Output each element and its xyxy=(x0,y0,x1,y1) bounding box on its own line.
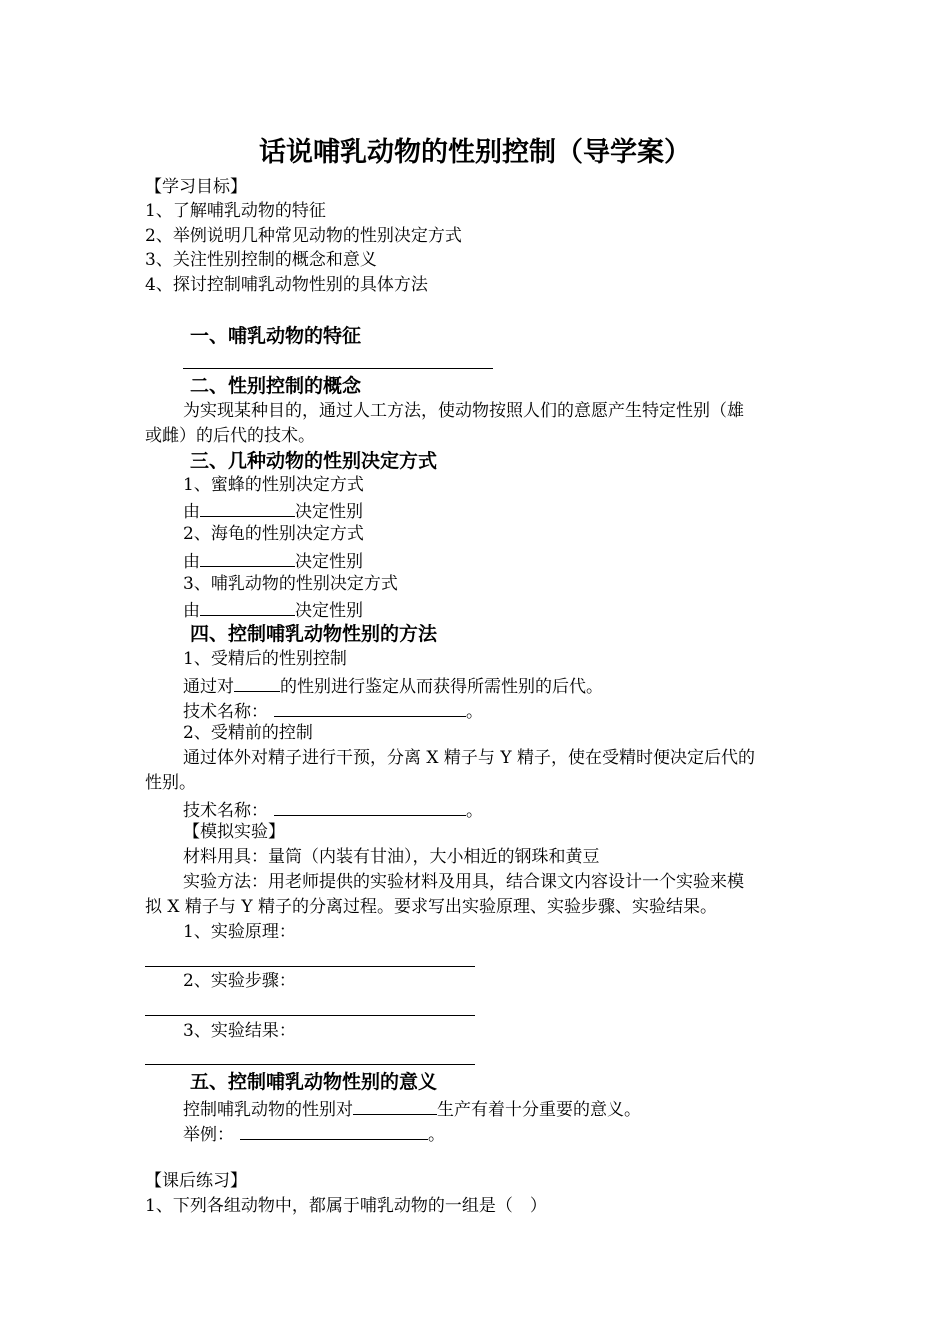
period: 。 xyxy=(466,702,483,722)
simulation-heading: 【模拟实验】 xyxy=(183,822,285,842)
answer-line[interactable] xyxy=(145,1015,475,1016)
answer-line[interactable] xyxy=(145,1064,475,1065)
sex-determination-item: 3、哺乳动物的性别决定方式 xyxy=(183,574,398,594)
tech-name-line-1 xyxy=(183,697,483,721)
exercise-heading: 【课后练习】 xyxy=(145,1171,247,1191)
tech-name-line-2 xyxy=(183,796,483,820)
fill-prefix: 通过对 xyxy=(183,677,234,697)
sex-determination-fill xyxy=(183,497,363,521)
answer-blank[interactable] xyxy=(200,547,295,567)
period: 。 xyxy=(466,801,483,821)
method: 实验方法：用老师提供的实验材料及用具，结合课文内容设计一个实验来模 xyxy=(183,872,744,892)
materials: 材料用具：量筒（内装有甘油），大小相近的钢珠和黄豆 xyxy=(183,847,600,867)
section1-answer-line[interactable] xyxy=(183,368,493,369)
example-fill xyxy=(183,1120,445,1144)
sex-determination-fill xyxy=(183,596,363,620)
tech-name-blank[interactable] xyxy=(274,796,466,816)
sub1-fill xyxy=(183,672,603,696)
fill-suffix: 生产有着十分重要的意义。 xyxy=(437,1100,641,1120)
fill-prefix: 由 xyxy=(183,502,200,522)
objective-item: 1、了解哺乳动物的特征 xyxy=(145,201,326,221)
fill-prefix: 控制哺乳动物的性别对 xyxy=(183,1100,353,1120)
sex-determination-item: 2、海龟的性别决定方式 xyxy=(183,524,364,544)
section1-heading: 一、哺乳动物的特征 xyxy=(190,325,362,347)
answer-blank[interactable] xyxy=(240,1120,428,1140)
method: 拟 X 精子与 Y 精子的分离过程。要求写出实验原理、实验步骤、实验结果。 xyxy=(145,897,717,917)
experiment-steps-label: 2、实验步骤： xyxy=(183,971,296,991)
sex-determination-item: 1、蜜蜂的性别决定方式 xyxy=(183,475,364,495)
period: 。 xyxy=(428,1125,445,1145)
example-label: 举例： xyxy=(183,1125,234,1145)
fill-suffix: 决定性别 xyxy=(295,601,363,621)
objective-item: 4、探讨控制哺乳动物性别的具体方法 xyxy=(145,275,428,295)
answer-blank[interactable] xyxy=(200,596,295,616)
fill-suffix: 的性别进行鉴定从而获得所需性别的后代。 xyxy=(280,677,603,697)
answer-line[interactable] xyxy=(145,966,475,967)
tech-name-label: 技术名称： xyxy=(183,801,268,821)
experiment-principle-label: 1、实验原理： xyxy=(183,922,296,942)
sub2-heading: 2、受精前的控制 xyxy=(183,723,313,743)
section2-para: 或雌）的后代的技术。 xyxy=(145,426,315,446)
page-title: 话说哺乳动物的性别控制（导学案） xyxy=(259,137,691,168)
sub1-heading: 1、受精后的性别控制 xyxy=(183,649,347,669)
fill-prefix: 由 xyxy=(183,552,200,572)
section3-heading: 三、几种动物的性别决定方式 xyxy=(190,450,438,472)
section4-heading: 四、控制哺乳动物性别的方法 xyxy=(190,623,438,645)
sub2-para: 性别。 xyxy=(145,773,196,793)
section5-heading: 五、控制哺乳动物性别的意义 xyxy=(190,1071,438,1093)
answer-blank[interactable] xyxy=(353,1095,437,1115)
exercise-question-1: 1、下列各组动物中，都属于哺乳动物的一组是（ ） xyxy=(145,1196,547,1216)
significance-fill xyxy=(183,1095,641,1119)
sub2-para: 通过体外对精子进行干预，分离 X 精子与 Y 精子，使在受精时便决定后代的 xyxy=(183,748,755,768)
objectives-heading: 【学习目标】 xyxy=(145,177,247,197)
experiment-results-label: 3、实验结果： xyxy=(183,1021,296,1041)
tech-name-blank[interactable] xyxy=(274,697,466,717)
answer-blank[interactable] xyxy=(234,672,280,692)
answer-blank[interactable] xyxy=(200,497,295,517)
objective-item: 2、举例说明几种常见动物的性别决定方式 xyxy=(145,226,462,246)
tech-name-label: 技术名称： xyxy=(183,702,268,722)
objective-item: 3、关注性别控制的概念和意义 xyxy=(145,250,377,270)
section2-heading: 二、性别控制的概念 xyxy=(190,375,362,397)
fill-suffix: 决定性别 xyxy=(295,552,363,572)
fill-suffix: 决定性别 xyxy=(295,502,363,522)
section2-para: 为实现某种目的，通过人工方法，使动物按照人们的意愿产生特定性别（雄 xyxy=(183,401,744,421)
fill-prefix: 由 xyxy=(183,601,200,621)
sex-determination-fill xyxy=(183,547,363,571)
